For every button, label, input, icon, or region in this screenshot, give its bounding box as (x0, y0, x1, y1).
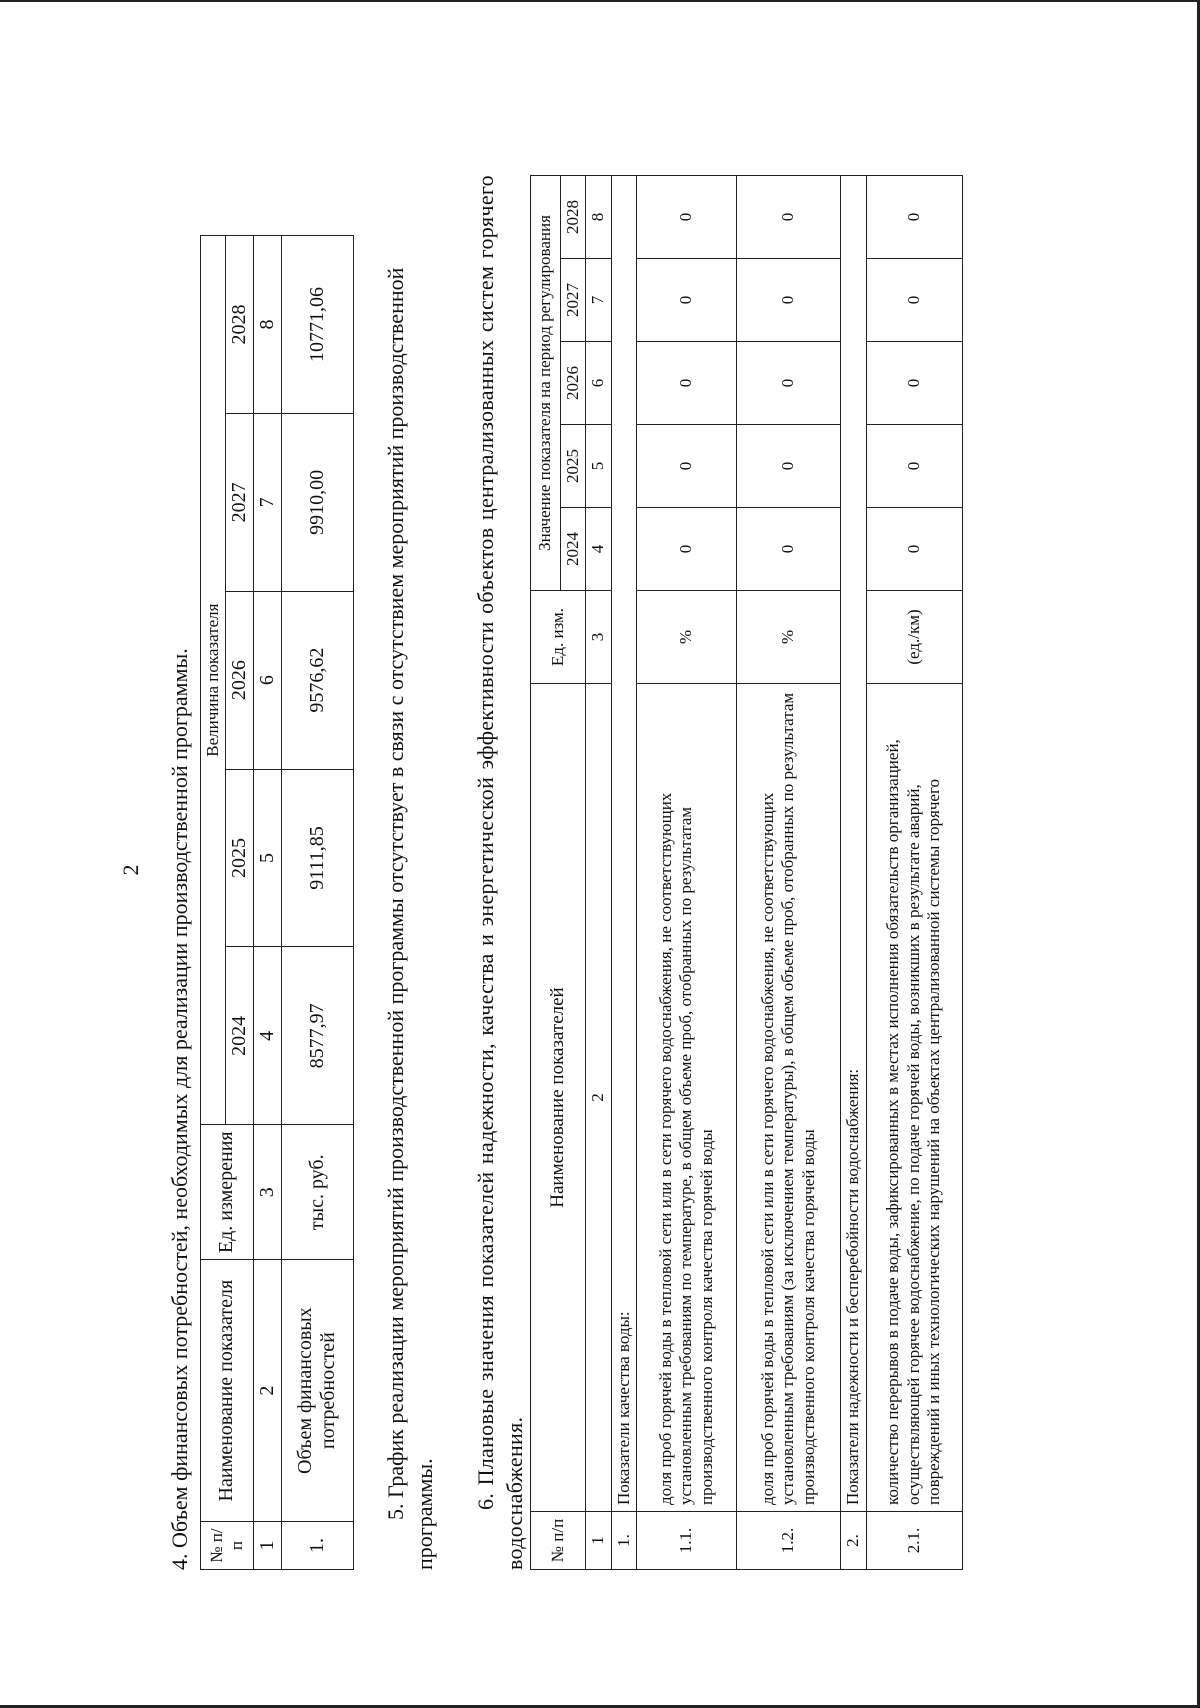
row-value: 0 (637, 259, 737, 342)
fin-index-row (253, 236, 281, 1570)
ind-header-unit: Ед. изм. (531, 591, 586, 684)
fin-year: 2026 (225, 591, 253, 769)
row-num: 2.1. (866, 1512, 962, 1570)
ind-year: 2025 (561, 425, 586, 508)
index-cell: 6 (253, 591, 281, 769)
fin-year: 2024 (225, 947, 253, 1125)
row-num: 1.2. (737, 1512, 841, 1570)
fin-year: 2028 (225, 236, 253, 414)
section5-text: 5. График реализации мероприятий производственной программы отсутствует в связи с отсутствием мероприятий производственной программы. (383, 267, 437, 1570)
index-cell: 8 (586, 176, 611, 259)
section4-title: 4. Объем финансовых потребностей, необходимых для реализации производственной программы. (167, 648, 192, 1570)
index-cell: 6 (586, 342, 611, 425)
row-value: 0 (637, 508, 737, 591)
ind-index-row (586, 176, 611, 1570)
fin-header-num: № п/п (201, 1522, 254, 1570)
index-cell: 3 (586, 591, 611, 684)
row-unit: % (737, 591, 841, 684)
row-name: доля проб горячей воды в тепловой сети или в сети горячего водоснабжения, не соответствующих установленным требованиям (за исключением температуры), в общем объеме проб, отобранных по результатам производственного контроля качества горячей воды (737, 684, 841, 1512)
row-value: 0 (866, 508, 962, 591)
row-value: 0 (737, 342, 841, 425)
row-value: 0 (637, 176, 737, 259)
rotated-page (118, 170, 1050, 1570)
row-unit: % (637, 591, 737, 684)
ind-year: 2026 (561, 342, 586, 425)
financial-table (200, 235, 354, 1570)
row-name: доля проб горячей воды в тепловой сети или в сети горячего водоснабжения, не соответствующих установленным требованиям по температуре, в общем объеме проб, отобранных по результатам производственного контроля качества горячей воды (637, 684, 737, 1512)
index-cell: 7 (253, 413, 281, 591)
row-value: 0 (866, 176, 962, 259)
index-cell: 3 (253, 1125, 281, 1260)
section6-title: 6. Плановые значения показателей надежности, качества и энергетической эффективности объектов централизованных систем горячего водоснабжения. (473, 175, 527, 1570)
row-name: Объем финансовых потребностей (281, 1260, 353, 1522)
row-value: 0 (737, 176, 841, 259)
ind-header-name: Наименование показателей (531, 684, 586, 1512)
fin-header-unit: Ед. измерения (201, 1125, 254, 1260)
group-label: Показатели качества воды: (611, 176, 636, 1512)
table-group-row (611, 176, 636, 1570)
row-value: 0 (637, 342, 737, 425)
ind-year: 2028 (561, 176, 586, 259)
ind-year: 2027 (561, 259, 586, 342)
row-value: 9111,85 (281, 769, 353, 947)
index-cell: 8 (253, 236, 281, 414)
row-name: количество перерывов в подаче воды, зафиксированных в местах исполнения обязательств организацией, осуществляющей горячее водоснабжение, по подаче горячей воды, возникших в результате аварий, повреждений и иных технологических нарушений на объектах централизованной системы горячего (866, 684, 962, 1512)
ind-header-num: № п/п (531, 1512, 586, 1570)
index-cell: 4 (253, 947, 281, 1125)
table-row (737, 176, 841, 1570)
indicators-table (530, 175, 963, 1570)
index-cell: 1 (253, 1522, 281, 1570)
table-row (281, 236, 353, 1570)
row-value: 9576,62 (281, 591, 353, 769)
row-value: 10771,06 (281, 236, 353, 414)
index-cell: 2 (586, 684, 611, 1512)
row-value: 0 (866, 342, 962, 425)
row-value: 9910,00 (281, 413, 353, 591)
ind-header-value-group: Значение показателя на период регулирования (531, 176, 561, 591)
index-cell: 4 (586, 508, 611, 591)
row-num: 2. (841, 1512, 866, 1570)
row-num: 1. (281, 1522, 353, 1570)
group-label: Показатели надежности и бесперебойности водоснабжения: (841, 176, 866, 1512)
row-value: 0 (637, 425, 737, 508)
fin-year: 2025 (225, 769, 253, 947)
row-value: 0 (737, 425, 841, 508)
table-row (637, 176, 737, 1570)
index-cell: 2 (253, 1260, 281, 1522)
row-unit: тыс. руб. (281, 1125, 353, 1260)
row-value: 8577,97 (281, 947, 353, 1125)
index-cell: 1 (586, 1512, 611, 1570)
row-value: 0 (737, 259, 841, 342)
page-number: 2 (118, 864, 143, 876)
row-unit: (ед./км) (866, 591, 962, 684)
fin-header-value-group: Величина показателя (201, 236, 226, 1125)
fin-year: 2027 (225, 413, 253, 591)
index-cell: 5 (253, 769, 281, 947)
index-cell: 7 (586, 259, 611, 342)
table-row (866, 176, 962, 1570)
row-num: 1.1. (637, 1512, 737, 1570)
row-num: 1. (611, 1512, 636, 1570)
row-value: 0 (866, 425, 962, 508)
index-cell: 5 (586, 425, 611, 508)
row-value: 0 (737, 508, 841, 591)
fin-header-name: Наименование показателя (201, 1260, 254, 1522)
table-group-row (841, 176, 866, 1570)
ind-year: 2024 (561, 508, 586, 591)
row-value: 0 (866, 259, 962, 342)
